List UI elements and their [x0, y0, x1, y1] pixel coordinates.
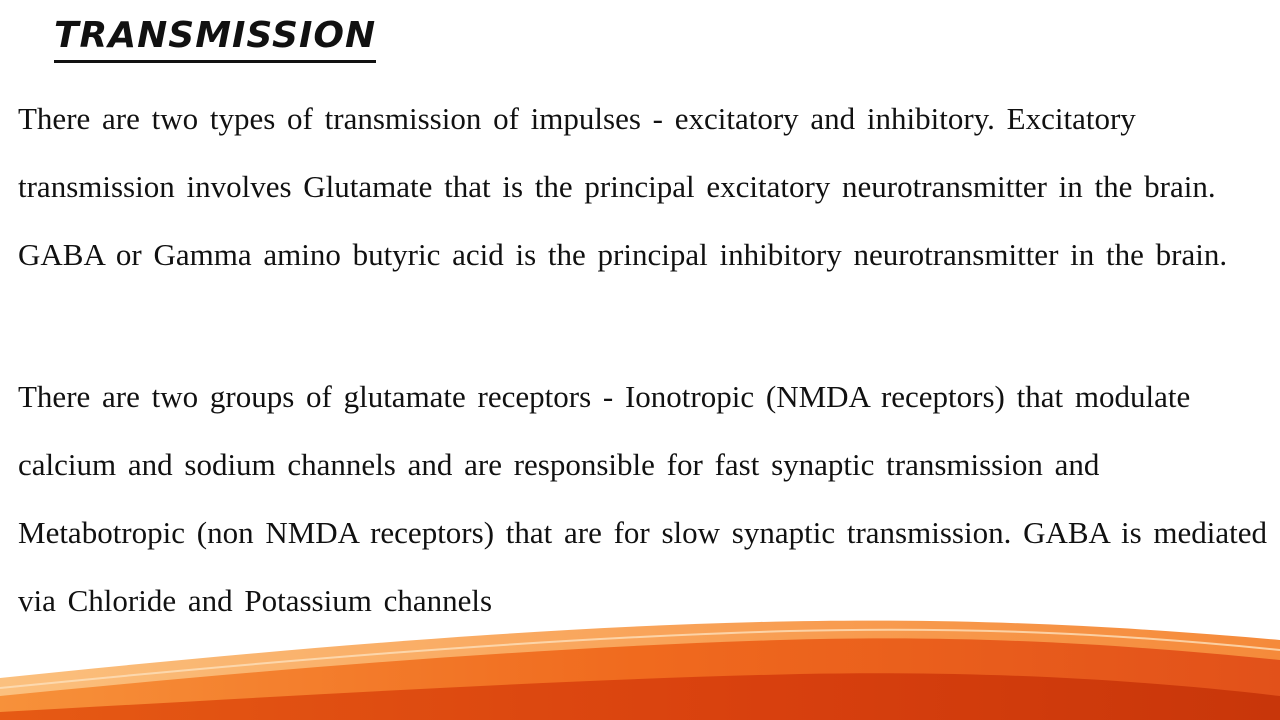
slide-title: TRANSMISSION: [54, 12, 376, 63]
decorative-orange-wave: [0, 600, 1280, 720]
body-paragraph-2: There are two groups of glutamate receptors - Ionotropic (NMDA receptors) that modulate calcium and sodium channels and are responsible for fast synaptic transmission and Metabotropic (non NMDA receptors) that are for slow synaptic transmission. GABA is mediated via Chloride and Potassium channels: [18, 379, 1268, 618]
body-paragraph-1: There are two types of transmission of impulses - excitatory and inhibitory. Excitatory transmission involves Glutamate that is the principal excitatory neurotransmitter in the brain. GABA or Gamma amino butyric acid is the principal inhibitory neurotransmitter in the brain.: [18, 101, 1228, 272]
